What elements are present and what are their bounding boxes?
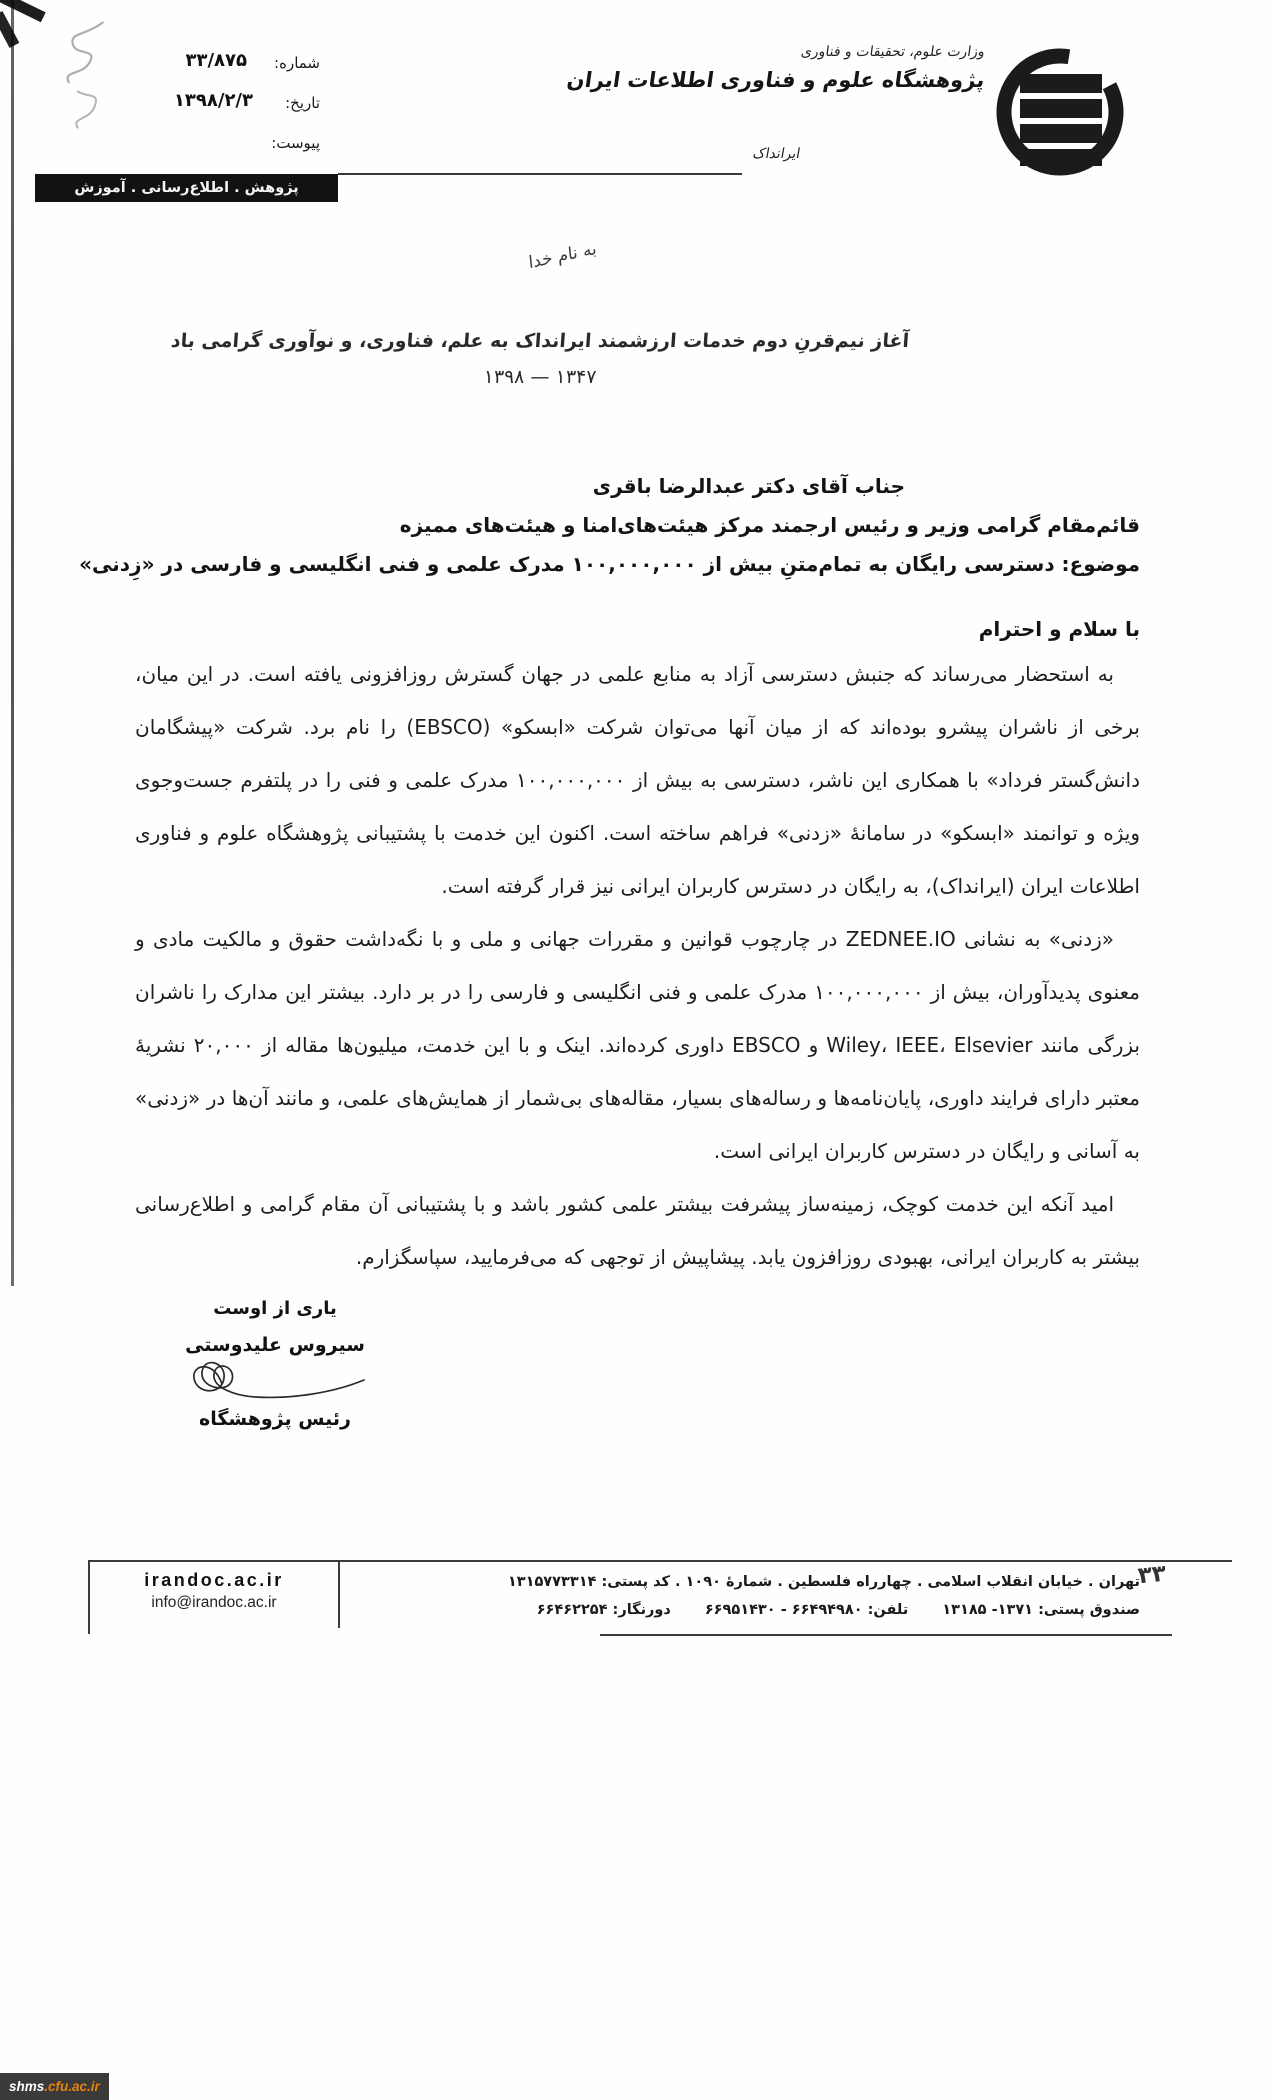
fax: دورنگار: ۶۶۴۶۲۲۵۴ xyxy=(536,1602,671,1618)
salutation: با سلام و احترام xyxy=(978,617,1140,641)
scan-edge-line xyxy=(11,0,14,1286)
contact-line xyxy=(508,1596,1140,1624)
letter-date-label: تاریخ: xyxy=(285,94,320,112)
pobox: صندوق پستی: ۱۳۷۱- ۱۳۱۸۵ xyxy=(942,1602,1140,1618)
handwritten-page-number: ۳۳ xyxy=(1136,1560,1168,1590)
scan-corner-mark xyxy=(0,11,19,48)
footer-rule-top xyxy=(88,1560,1232,1562)
signatory-role: رئیس پژوهشگاه xyxy=(199,1408,351,1430)
footer-contact-cell xyxy=(95,1570,333,1612)
letterhead-rule xyxy=(338,173,742,175)
letter-number-label: شماره: xyxy=(274,54,320,72)
tagline-bar: پژوهش . اطلاع‌رسانی . آموزش xyxy=(35,174,338,202)
site-watermark xyxy=(0,2073,109,2100)
handwritten-signature xyxy=(180,1352,370,1410)
letter-attachment-label: پیوست: xyxy=(271,134,320,152)
watermark-prefix: shms xyxy=(9,2079,45,2094)
anniversary-banner-text: آغاز نیم‌قرنِ دوم خدمات ارزشمند ایرانداک به علم، فناوری، و نوآوری گرامی باد xyxy=(170,330,910,352)
letter-body xyxy=(135,648,1140,1284)
body-paragraph-2: «زدنی» به نشانی ZEDNEE.IO در چارچوب قوانین و مقررات جهانی و ملی و با نگه‌داشت حقوق و مالکیت مادی و معنوی پدیدآوران، بیش از ۱۰۰,۰۰۰,۰۰۰ مدرک علمی و فنی انگلیسی و فارسی را در بر دارد. بیشتر این مدارک را ناشران بزرگی مانند Wiley، IEEE، Elsevier و EBSCO داوری کرده‌اند. اینک و با این خدمت، میلیون‌ها مقاله از ۲۰,۰۰۰ نشریهٔ معتبر دارای فرایند داوری، پایان‌نامه‌ها و رساله‌های بسیار، مقاله‌های بی‌شمار از همایش‌های علمی، و مانند آن‌ها در «زدنی» به آسانی و رایگان در دسترس کاربران ایرانی است. xyxy=(135,927,1140,1163)
anniversary-banner xyxy=(135,330,945,388)
signature-block xyxy=(168,1298,382,1430)
letter-subject: موضوع: دسترسی رایگان به تمام‌متنِ بیش از ۱۰۰,۰۰۰,۰۰۰ مدرک علمی و فنی انگلیسی و فارسی در «زِدنی» xyxy=(79,552,1140,576)
letterhead-institute-name: پژوهشگاه علوم و فناوری اطلاعات ایران xyxy=(565,68,987,92)
signatory-name: سیروس علیدوستی xyxy=(185,1334,365,1356)
letterhead-ministry: وزارت علوم، تحقیقات و فناوری xyxy=(800,44,987,60)
footer-divider-middle xyxy=(338,1560,340,1628)
website-url: irandoc.ac.ir xyxy=(144,1570,284,1590)
anniversary-banner-years: ۱۳۴۷ — ۱۳۹۸ xyxy=(482,366,598,388)
body-paragraph-3: امید آنکه این خدمت کوچک، زمینه‌ساز پیشرفت بیشتر علمی کشور باشد و با پشتیبانی آن مقام گرامی و اطلاع‌رسانی بیشتر به کاربران ایرانی، بهبودی روزافزون یابد. پیشاپیش از توجهی که می‌فرمایید، سپاسگزارم. xyxy=(135,1192,1140,1269)
footer-address-block xyxy=(508,1568,1140,1624)
watermark-suffix: .cfu.ac.ir xyxy=(44,2079,100,2094)
email-address: info@irandoc.ac.ir xyxy=(151,1594,277,1611)
irandoc-logo-icon xyxy=(990,40,1130,180)
phone: تلفن: ۶۶۴۹۴۹۸۰ - ۶۶۹۵۱۴۳۰ xyxy=(704,1602,909,1618)
recipient-name: جناب آقای دکتر عبدالرضا باقری xyxy=(592,474,905,498)
body-paragraph-1: به استحضار می‌رساند که جنبش دسترسی آزاد به منابع علمی در جهان گسترش روزافزونی یافته است. در این میان، برخی از ناشران پیشرو بوده‌اند که از میان آنها می‌توان شرکت «ابسکو» (EBSCO) را نام برد. شرکت «پیشگامان دانش‌گستر فرداد» با همکاری این ناشر، دسترسی به بیش از ۱۰۰,۰۰۰,۰۰۰ مدرک علمی و فنی را در پلتفرم جست‌وجوی ویژه و توانمند «ابسکو» در سامانهٔ «زدنی» فراهم ساخته است. اکنون این خدمت با پشتیبانی پژوهشگاه علوم و فناوری اطلاعات ایران (ایرانداک)، به رایگان در دسترس کاربران ایرانی نیز قرار گرفته است. xyxy=(135,662,1140,898)
recipient-title: قائم‌مقام گرامی وزیر و رئیس ارجمند مرکز هیئت‌های‌امنا و هیئت‌های ممیزه xyxy=(399,513,1140,537)
pencil-scribble xyxy=(40,12,142,136)
letterhead-short-name: ایرانداک xyxy=(751,146,802,162)
footer-rule-bottom xyxy=(600,1634,1172,1636)
footer-divider-left xyxy=(88,1560,90,1634)
letter-number-value: ۳۳/۸۷۵ xyxy=(185,50,247,71)
signature-motto: یاری از اوست xyxy=(213,1298,337,1319)
letter-date-value: ۱۳۹۸/۲/۳ xyxy=(173,90,253,111)
address-line: تهران . خیابان انقلاب اسلامی . چهارراه فلسطین . شمارهٔ ۱۰۹۰ . کد پستی: ۱۳۱۵۷۷۳۳۱۴ xyxy=(507,1574,1140,1590)
bismillah-handwriting: به نام خدا xyxy=(527,238,598,274)
